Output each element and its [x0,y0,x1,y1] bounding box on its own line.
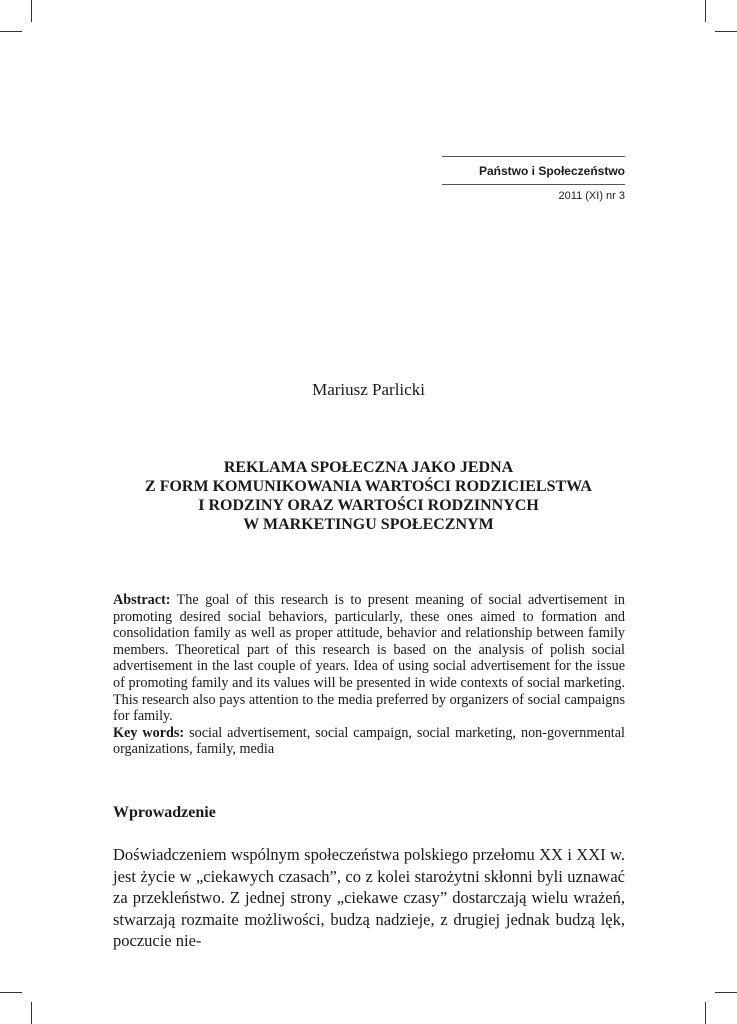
abstract-text: The goal of this research is to present meaning of social advertisement in promoting desired social behaviors, particularly, these ones aimed to formation and consolidation family as well as proper attitude, behavior and relationship between family members. Theoretical part of this research is based on the analysis of polish social advertisement in the last couple of years. Idea of using social advertisement for the issue of promoting family and its values will be presented in wide contexts of social marketing. This research also pays attention to the media preferred by organizers of social campaigns for family. [113,592,625,725]
author-name: Mariusz Parlicki [312,380,425,399]
abstract-label: Abstract: [113,592,171,608]
title-line: Z FORM KOMUNIKOWANIA WARTOŚCI RODZICIELSTWA [145,478,592,495]
section-heading: Wprowadzenie [113,804,216,821]
crop-mark [715,992,737,993]
journal-name: Państwo i Społeczeństwo [442,157,625,185]
title-line: I RODZINY ORAZ WARTOŚCI RODZINNYCH [198,497,539,514]
crop-mark [705,0,706,22]
abstract-paragraph [113,592,625,725]
journal-issue: 2011 (XI) nr 3 [558,190,625,202]
title-line: W MARKETINGU SPOŁECZNYM [243,516,494,533]
crop-mark [0,992,22,993]
crop-mark [715,31,737,32]
article-title [0,458,737,534]
intro-paragraph: Doświadczeniem wspólnym społeczeństwa polskiego przełomu XX i XXI w. jest życie w „ciekawych czasach”, co z kolei starożytni skłonni byli uznawać za przekleństwo. Z jednej strony „ciekawe czasy” dostarczają wielu wrażeń, stwarzają rozmaite możliwości, budzą nadzieje, z drugiej jednak budzą lęk, poczucie nie- [113,845,625,950]
crop-mark [705,1002,706,1024]
keywords-text: social advertisement, social campaign, social marketing, non-governmental organizations, family, media [113,724,625,758]
keywords-label: Key words: [113,724,185,741]
journal-header [442,156,625,202]
crop-mark [31,1002,32,1024]
keywords-paragraph [113,725,625,758]
crop-mark [0,31,22,32]
title-line: REKLAMA SPOŁECZNA JAKO JEDNA [223,459,514,476]
crop-mark [31,0,32,22]
abstract-block [113,592,625,758]
